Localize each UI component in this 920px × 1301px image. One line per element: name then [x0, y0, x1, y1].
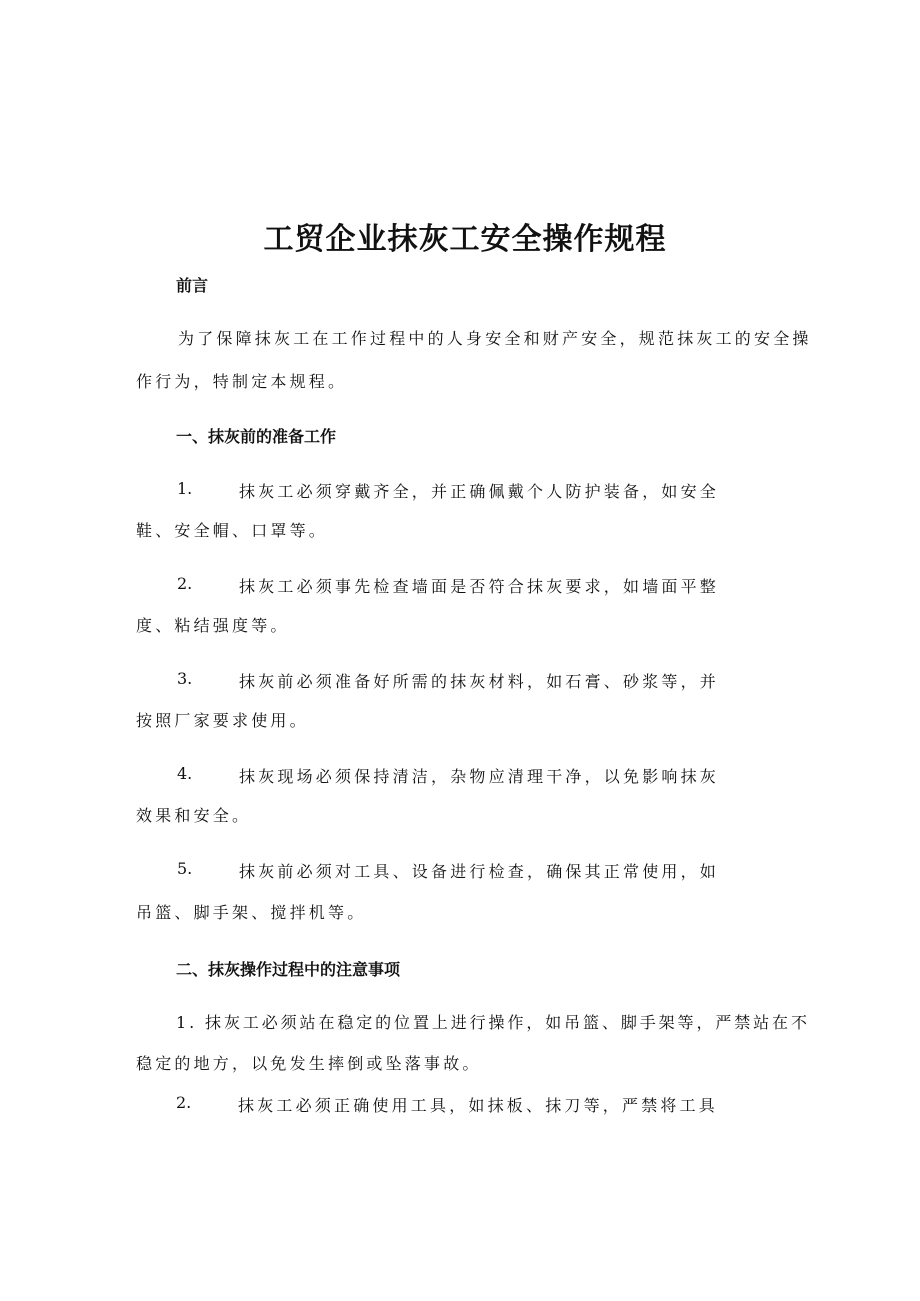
section-1-item-1-line-1: 抹灰工必须穿戴齐全，并正确佩戴个人防护装备，如安全: [239, 482, 720, 501]
section-1-item-4-number: 4.: [177, 764, 193, 783]
section-1-item-3-line-2: 按照厂家要求使用。: [136, 711, 309, 730]
section-2-heading: 二、抹灰操作过程中的注意事项: [176, 960, 401, 979]
section-1-item-3-line-1: 抹灰前必须准备好所需的抹灰材料，如石膏、砂浆等，并: [239, 672, 720, 691]
preface-heading: 前言: [176, 276, 209, 295]
section-1-item-2-number: 2.: [177, 574, 193, 593]
section-1-item-5-line-2: 吊篮、脚手架、搅拌机等。: [136, 903, 367, 922]
section-2-item-2-number: 2.: [176, 1093, 192, 1112]
section-2-item-2-line-1: 抹灰工必须正确使用工具，如抹板、抹刀等，严禁将工具: [238, 1096, 719, 1115]
preface-line-1: 为了保障抹灰工在工作过程中的人身安全和财产安全，规范抹灰工的安全操: [178, 329, 812, 348]
preface-line-2: 作行为，特制定本规程。: [136, 372, 348, 391]
section-1-heading: 一、抹灰前的准备工作: [176, 427, 337, 446]
section-1-item-2-line-1: 抹灰工必须事先检查墙面是否符合抹灰要求，如墙面平整: [239, 577, 720, 596]
section-1-item-2-line-2: 度、粘结强度等。: [136, 616, 290, 635]
section-1-item-4-line-2: 效果和安全。: [136, 806, 252, 825]
section-1-item-1-line-2: 鞋、安全帽、口罩等。: [136, 521, 329, 540]
section-1-item-5-line-1: 抹灰前必须对工具、设备进行检查，确保其正常使用，如: [239, 862, 720, 881]
section-2-item-1-line-1: 1. 抹灰工必须站在稳定的位置上进行操作，如吊篮、脚手架等，严禁站在不: [176, 1013, 810, 1032]
section-1-item-3-number: 3.: [177, 669, 193, 688]
section-1-item-1-number: 1.: [177, 479, 193, 498]
section-1-item-5-number: 5.: [177, 859, 193, 878]
section-1-item-4-line-1: 抹灰现场必须保持清洁，杂物应清理干净，以免影响抹灰: [239, 767, 720, 786]
section-2-item-1-line-2: 稳定的地方，以免发生摔倒或坠落事故。: [136, 1054, 482, 1073]
document-title: 工贸企业抹灰工安全操作规程: [263, 222, 667, 257]
